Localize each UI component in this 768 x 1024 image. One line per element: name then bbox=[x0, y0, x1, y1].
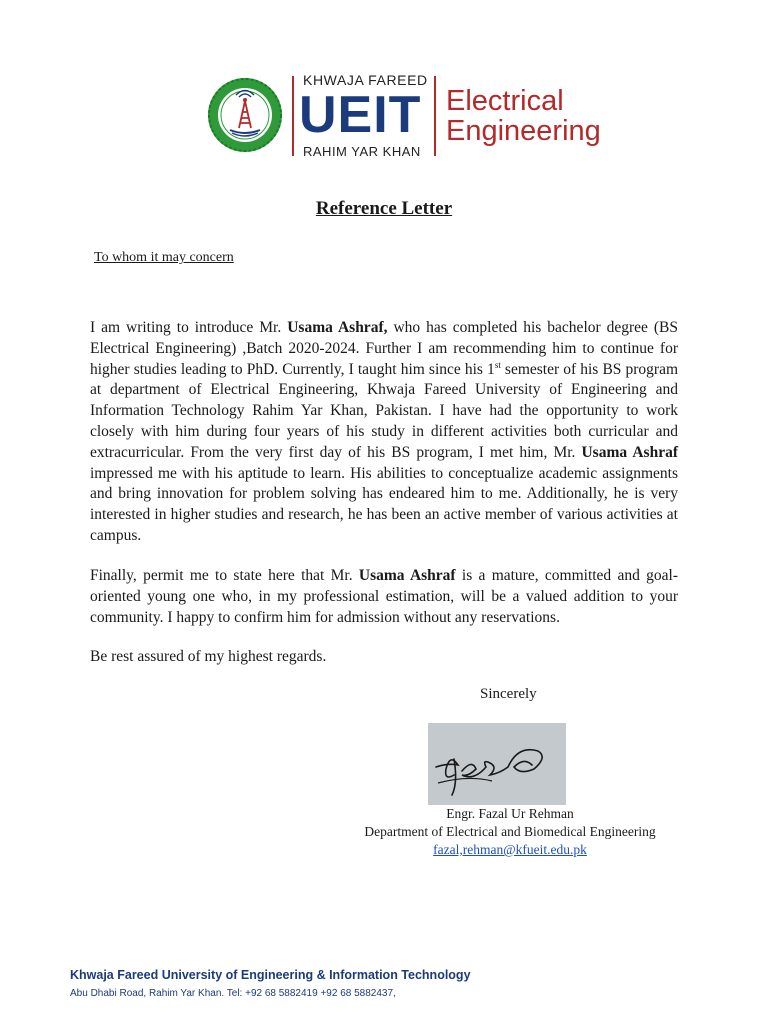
logo-bottom-text: RAHIM YAR KHAN bbox=[303, 144, 421, 159]
logo-top-text: KHWAJA FAREED bbox=[303, 72, 428, 88]
logo-divider bbox=[292, 76, 294, 156]
student-name: Usama Ashraf bbox=[581, 443, 678, 461]
logo-divider bbox=[434, 76, 436, 156]
department-logo-text bbox=[446, 86, 601, 146]
student-name: Usama Ashraf, bbox=[287, 319, 388, 336]
university-seal-icon bbox=[206, 76, 284, 154]
salutation: To whom it may concern bbox=[94, 250, 234, 265]
signatory-department: Department of Electrical and Biomedical Engineering bbox=[364, 824, 656, 839]
department-line-1: Electrical bbox=[446, 85, 564, 117]
student-name: Usama Ashraf bbox=[358, 567, 456, 584]
closing: Sincerely bbox=[480, 686, 537, 702]
paragraph-regards: Be rest assured of my highest regards. bbox=[90, 648, 327, 665]
letter-title: Reference Letter bbox=[315, 198, 453, 219]
paragraph-recommendation: Finally, permit me to state here that Mr. Usama Ashraf is a mature, committed and goal-oriented young one who, in my professional estimation, will be a valued addition to your community. I happy to confirm him for admission without any reservations. bbox=[90, 567, 678, 626]
signature-image bbox=[428, 723, 566, 805]
paragraph-introduction: I am writing to introduce Mr. Usama Ashraf, who has completed his bachelor degree (BS Electrical Engineering) ,Batch 2020-2024. Further I am recommending him to continue for higher studies leading to PhD. Currently, I taught him since his 1st semester of his BS program at department of Electrical Engineering, Khwaja Fareed University of Engineering and Information Technology Rahim Yar Khan, Pakistan. I have had the opportunity to work closely with him during four years of his study in different activities both curricular and extracurricular. From the very first day of his BS program, I met him, Mr. Usama Ashraf impressed me with his aptitude to learn. His abilities to conceptualize academic assignments and bring innovation for problem solving has endeared him to me. Additionally, he is very interested in higher studies and research, he has been an active member of various activities at campus. bbox=[90, 319, 679, 544]
footer-university-name: Khwaja Fareed University of Engineering & Information Technology bbox=[70, 968, 471, 982]
signatory-name: Engr. Fazal Ur Rehman bbox=[446, 806, 574, 821]
department-line-2: Engineering bbox=[446, 115, 601, 147]
footer-address: Abu Dhabi Road, Rahim Yar Khan. Tel: +92 68 5882419 +92 68 5882437, bbox=[70, 988, 396, 999]
signatory-email-link[interactable]: fazal,rehman@kfueit.edu.pk bbox=[433, 842, 587, 857]
logo-main-text: UEIT bbox=[299, 86, 422, 144]
